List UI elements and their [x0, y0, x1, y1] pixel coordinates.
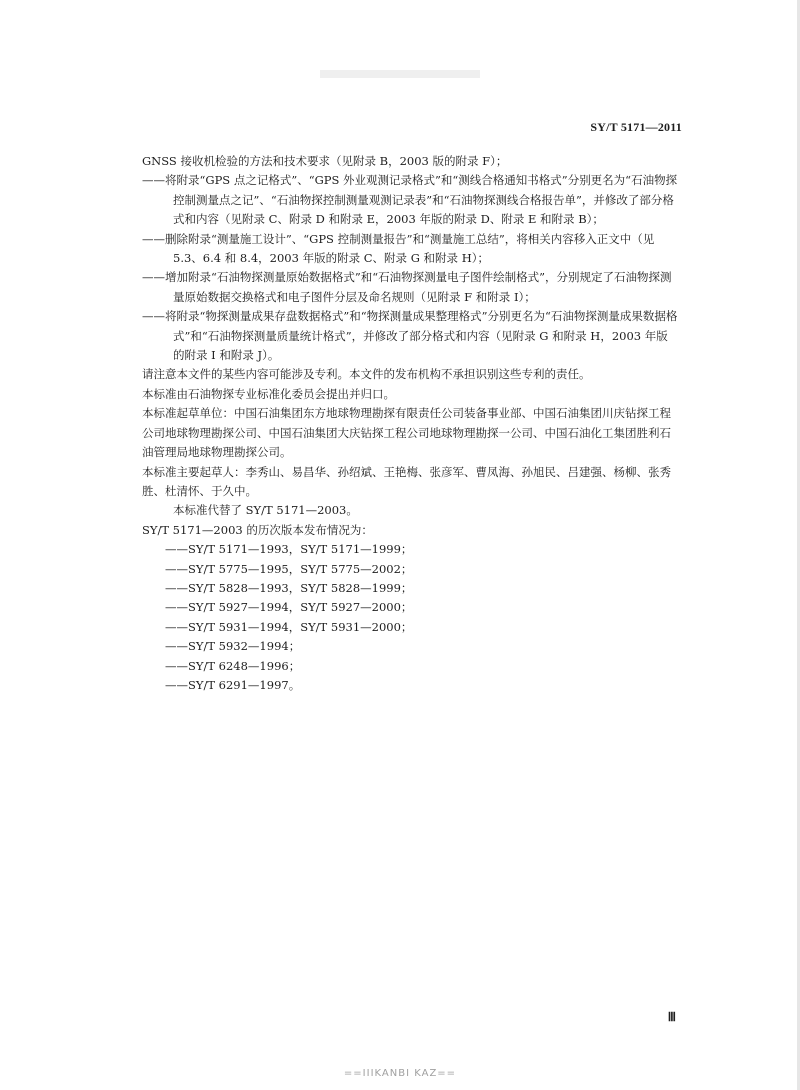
main-drafters: 本标准主要起草人：李秀山、易昌华、孙绍斌、王艳梅、张彦军、曹凤海、孙旭民、吕建强、杨柳、张秀胜、杜清怀、于久中。	[142, 464, 671, 498]
drafting-units: 本标准起草单位：中国石油集团东方地球物理勘探有限责任公司装备事业部、中国石油集团川庆钻探工程公司地球物理勘探公司、中国石油集团大庆钻探工程公司地球物理勘探一公司、中国石油化工集团胜利石油管理局地球物理勘探公司。	[142, 406, 671, 460]
change-item: ——增加附录“石油物探测量原始数据格式”和“石油物探测量电子图件绘制格式”，分别规定了石油物探测量原始数据交换格式和电子图件分层及命名规则（见附录 F 和附录 I）；	[142, 270, 672, 304]
scan-artifact	[320, 70, 480, 78]
history-item: ——SY/T 5775—1995，SY/T 5775—2002；	[165, 561, 413, 576]
history-item: ——SY/T 5171—1993，SY/T 5171—1999；	[165, 542, 413, 557]
patent-note: 请注意本文件的某些内容可能涉及专利。本文件的发布机构不承担识别这些专利的责任。	[142, 367, 591, 382]
change-item: ——将附录“GPS 点之记格式”、“GPS 外业观测记录格式”和“测线合格通知书格式”分别更名为“石油物探控制测量点之记”、“石油物探控制测量观测记录表”和“石油物探测线合格报告单”，并修改了部分格式和内容（见附录 C、附录 D 和附录 E，2003 年版的附录 D、附录 E 和附录 B）；	[142, 173, 678, 227]
history-item: ——SY/T 5931—1994，SY/T 5931—2000；	[165, 619, 413, 634]
history-item: ——SY/T 5932—1994；	[165, 639, 301, 654]
history-item: ——SY/T 6291—1997。	[165, 677, 301, 692]
history-title: SY/T 5171—2003 的历次版本发布情况为：	[142, 522, 373, 537]
page-number: Ⅲ	[667, 1010, 676, 1024]
foreword-body	[142, 152, 678, 695]
intro-continuation: GNSS 接收机检验的方法和技术要求（见附录 B，2003 版的附录 F）；	[142, 154, 508, 168]
replaces-statement: 本标准代替了 SY/T 5171—2003。	[173, 503, 358, 518]
proposer-statement: 本标准由石油物探专业标准化委员会提出并归口。	[142, 386, 395, 401]
standard-code: SY/T 5171—2011	[590, 120, 682, 134]
history-item: ——SY/T 5828—1993，SY/T 5828—1999；	[165, 580, 413, 595]
history-item: ——SY/T 5927—1994，SY/T 5927—2000；	[165, 600, 413, 615]
history-item: ——SY/T 6248—1996；	[165, 658, 301, 673]
change-item: ——将附录“物探测量成果存盘数据格式”和“物探测量成果整理格式”分别更名为“石油物探测量成果数据格式”和“石油物探测量质量统计格式”，并修改了部分格式和内容（见附录 G 和附录 H，2003 年版的附录 I 和附录 J）。	[142, 309, 678, 363]
footer-watermark: ==IIIKANBI KAZ==	[343, 1068, 457, 1079]
change-item: ——删除附录“测量施工设计”、“GPS 控制测量报告”和“测量施工总结”，将相关内容移入正文中（见 5.3、6.4 和 8.4，2003 年版的附录 C、附录 G 和附录 H）；	[142, 231, 655, 266]
